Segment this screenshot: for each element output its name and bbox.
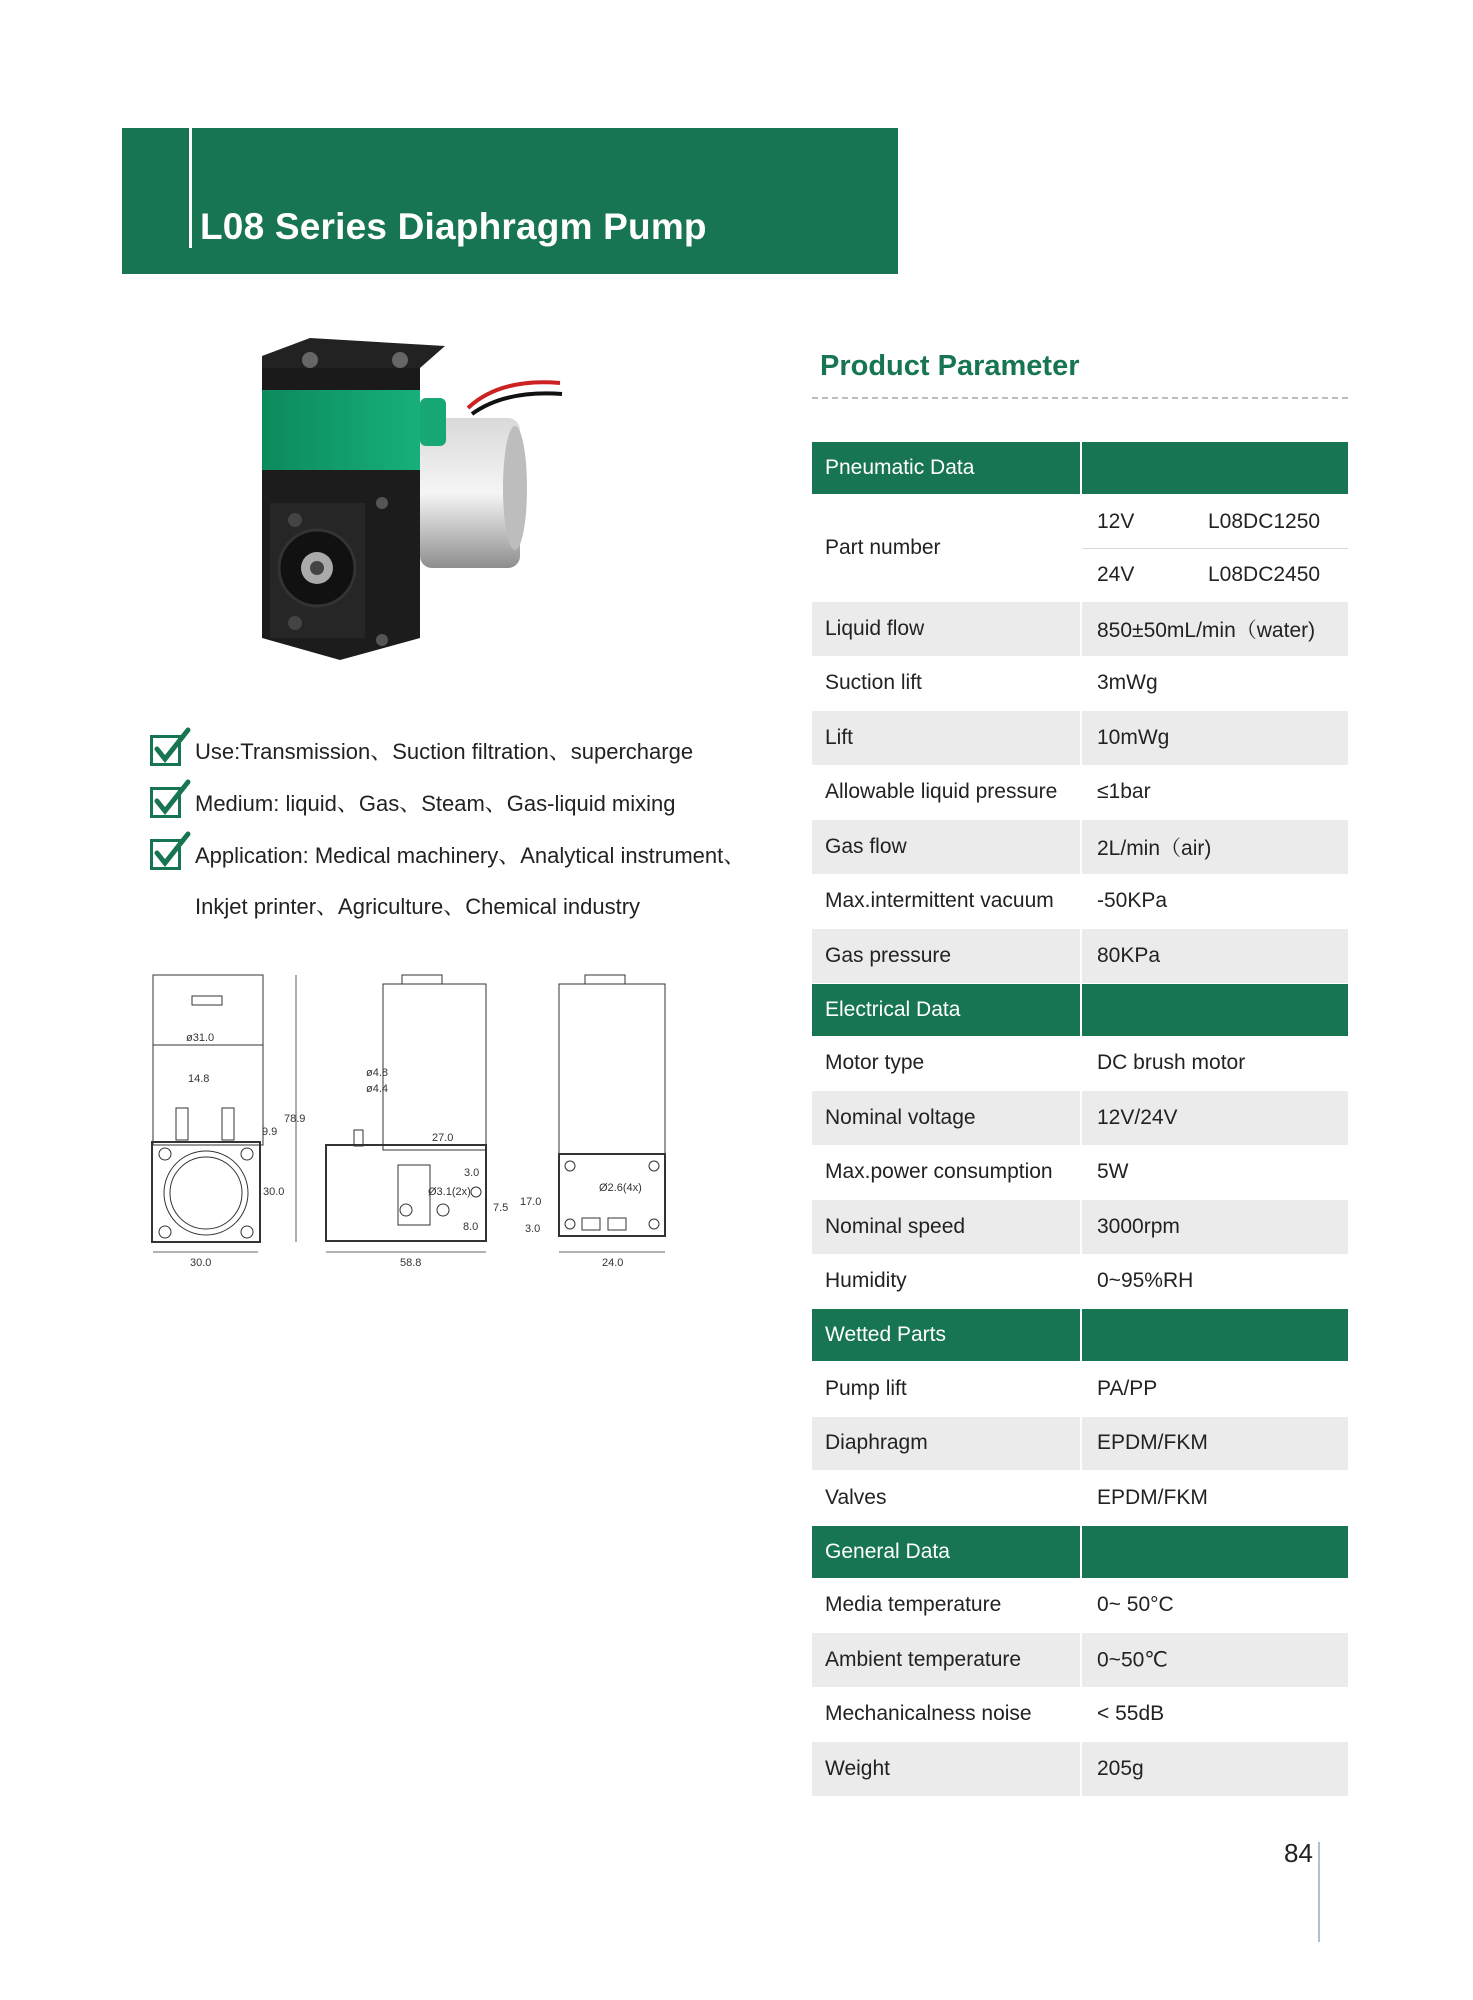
row-value: 0~50℃ <box>1097 1648 1168 1672</box>
title-banner <box>122 128 898 274</box>
row-label: Suction lift <box>825 671 922 695</box>
page-title: L08 Series Diaphragm Pump <box>200 206 707 247</box>
feature-text: Medium: liquid、Gas、Steam、Gas-liquid mixing <box>195 791 676 816</box>
row-value: 3000rpm <box>1097 1214 1180 1238</box>
dim-label: 30.0 <box>190 1257 212 1269</box>
column-divider <box>1080 711 1082 765</box>
row-label: Humidity <box>825 1269 907 1293</box>
dimension-drawing <box>148 970 708 1290</box>
table-row <box>812 1362 1348 1417</box>
voltage-value: 24V <box>1097 562 1135 586</box>
dim-label: Ø3.1(2x) <box>428 1186 471 1198</box>
column-divider <box>1080 984 1082 1036</box>
column-divider <box>1080 1091 1082 1145</box>
column-divider <box>1080 820 1082 874</box>
table-row <box>812 1471 1348 1526</box>
row-value: < 55dB <box>1097 1702 1165 1726</box>
row-value: 5W <box>1097 1160 1129 1184</box>
dim-label: 9.9 <box>262 1126 278 1138</box>
row-value: 0~ 50°C <box>1097 1593 1174 1617</box>
row-value: 850±50mL/min（water) <box>1097 618 1316 642</box>
table-row <box>812 1255 1348 1310</box>
section-title: Pneumatic Data <box>825 456 975 479</box>
pump-product-image <box>250 338 590 678</box>
column-divider <box>1080 602 1082 656</box>
row-value: EPDM/FKM <box>1097 1485 1208 1509</box>
row-value: 10mWg <box>1097 725 1170 749</box>
dim-label: 30.0 <box>263 1186 285 1198</box>
checkbox-check-icon <box>150 779 192 821</box>
row-label: Gas flow <box>825 834 907 858</box>
row-value: 12V/24V <box>1097 1105 1178 1129</box>
table-row <box>812 1688 1348 1743</box>
dim-label: 3.0 <box>525 1223 541 1235</box>
row-value: ≤1bar <box>1097 780 1151 804</box>
row-label: Nominal speed <box>825 1214 966 1238</box>
table-row <box>812 602 1348 657</box>
table-row <box>812 766 1348 821</box>
dim-label: 17.0 <box>520 1196 542 1208</box>
row-label: Weight <box>825 1756 890 1780</box>
dim-label: ø31.0 <box>186 1032 215 1044</box>
table-row <box>812 1037 1348 1092</box>
dashed-divider <box>812 397 1348 399</box>
column-divider <box>1080 442 1082 494</box>
row-value: EPDM/FKM <box>1097 1431 1208 1455</box>
dim-label: 24.0 <box>602 1257 624 1269</box>
row-value: -50KPa <box>1097 889 1168 913</box>
dim-label: 7.5 <box>493 1202 509 1214</box>
row-label: Liquid flow <box>825 616 925 640</box>
section-header-general <box>812 1526 1348 1579</box>
part-number-sub-row <box>1082 495 1348 549</box>
row-value: DC brush motor <box>1097 1051 1246 1075</box>
row-value: 0~95%RH <box>1097 1269 1194 1293</box>
table-row <box>812 820 1348 875</box>
table-row <box>812 1417 1348 1472</box>
dim-label: 58.8 <box>400 1257 422 1269</box>
row-value: 205g <box>1097 1756 1144 1780</box>
column-divider <box>1080 1309 1082 1361</box>
dim-label: 27.0 <box>432 1132 454 1144</box>
dim-label: 8.0 <box>463 1221 479 1233</box>
table-row <box>812 1579 1348 1634</box>
table-row <box>812 1633 1348 1688</box>
params-heading: Product Parameter <box>820 350 1080 382</box>
table-row <box>812 1091 1348 1146</box>
feature-item <box>150 725 780 777</box>
model-value: L08DC2450 <box>1208 562 1321 586</box>
table-row <box>812 711 1348 766</box>
table-row <box>812 875 1348 930</box>
dim-label: Ø2.6(4x) <box>599 1182 642 1194</box>
table-row <box>812 1146 1348 1201</box>
section-title: General Data <box>825 1539 950 1563</box>
row-label: Motor type <box>825 1051 925 1075</box>
row-label: Part number <box>825 536 941 559</box>
row-label: Nominal voltage <box>825 1105 976 1129</box>
row-label: Max.power consumption <box>825 1160 1053 1184</box>
table-row <box>812 1742 1348 1797</box>
table-row <box>812 657 1348 712</box>
section-title: Wetted Parts <box>825 1323 946 1346</box>
table-row <box>812 1200 1348 1255</box>
feature-list <box>150 725 780 881</box>
column-divider <box>1080 929 1082 983</box>
column-divider <box>1080 1417 1082 1471</box>
page-number: 84 <box>1284 1838 1313 1868</box>
banner-divider <box>189 128 192 248</box>
row-value: PA/PP <box>1097 1376 1158 1400</box>
row-label: Mechanicalness noise <box>825 1702 1032 1726</box>
row-label: Max.intermittent vacuum <box>825 889 1054 913</box>
row-label: Diaphragm <box>825 1431 928 1455</box>
section-header-pneumatic <box>812 442 1348 495</box>
voltage-value: 12V <box>1097 509 1135 533</box>
feature-item <box>150 829 780 881</box>
section-header-wetted-parts <box>812 1309 1348 1362</box>
row-value: 3mWg <box>1097 671 1158 695</box>
table-row-part-number <box>812 495 1348 602</box>
model-value: L08DC1250 <box>1208 509 1321 533</box>
column-divider <box>1080 1742 1082 1796</box>
page-number-rule <box>1318 1842 1320 1942</box>
dim-label: ø4.8 <box>366 1067 389 1079</box>
row-value: 2L/min（air) <box>1097 836 1212 860</box>
checkbox-check-icon <box>150 831 192 873</box>
row-label: Media temperature <box>825 1593 1002 1617</box>
product-parameter-table <box>812 442 1348 1797</box>
row-label: Allowable liquid pressure <box>825 780 1058 804</box>
row-label: Ambient temperature <box>825 1647 1022 1671</box>
dim-label: ø4.4 <box>366 1083 389 1095</box>
row-label: Pump lift <box>825 1376 907 1400</box>
dim-label: 14.8 <box>188 1073 210 1085</box>
section-title: Electrical Data <box>825 997 961 1021</box>
table-row <box>812 929 1348 984</box>
part-number-sub-row <box>1082 548 1348 601</box>
column-divider <box>1080 1526 1082 1578</box>
checkbox-check-icon <box>150 727 192 769</box>
row-label: Valves <box>825 1485 887 1509</box>
feature-text: Application: Medical machinery、Analytical instrument、 <box>195 843 746 868</box>
column-divider <box>1080 1200 1082 1254</box>
row-label: Gas pressure <box>825 943 952 967</box>
row-label: Lift <box>825 725 854 749</box>
feature-text: Use:Transmission、Suction filtration、supercharge <box>195 739 694 764</box>
column-divider <box>1080 1633 1082 1687</box>
dim-label: 78.9 <box>284 1113 306 1125</box>
feature-item <box>150 777 780 829</box>
dim-label: 3.0 <box>464 1167 480 1179</box>
feature-text-continuation: Inkjet printer、Agriculture、Chemical industry <box>195 894 641 919</box>
section-header-electrical <box>812 984 1348 1037</box>
row-value: 80KPa <box>1097 943 1161 967</box>
